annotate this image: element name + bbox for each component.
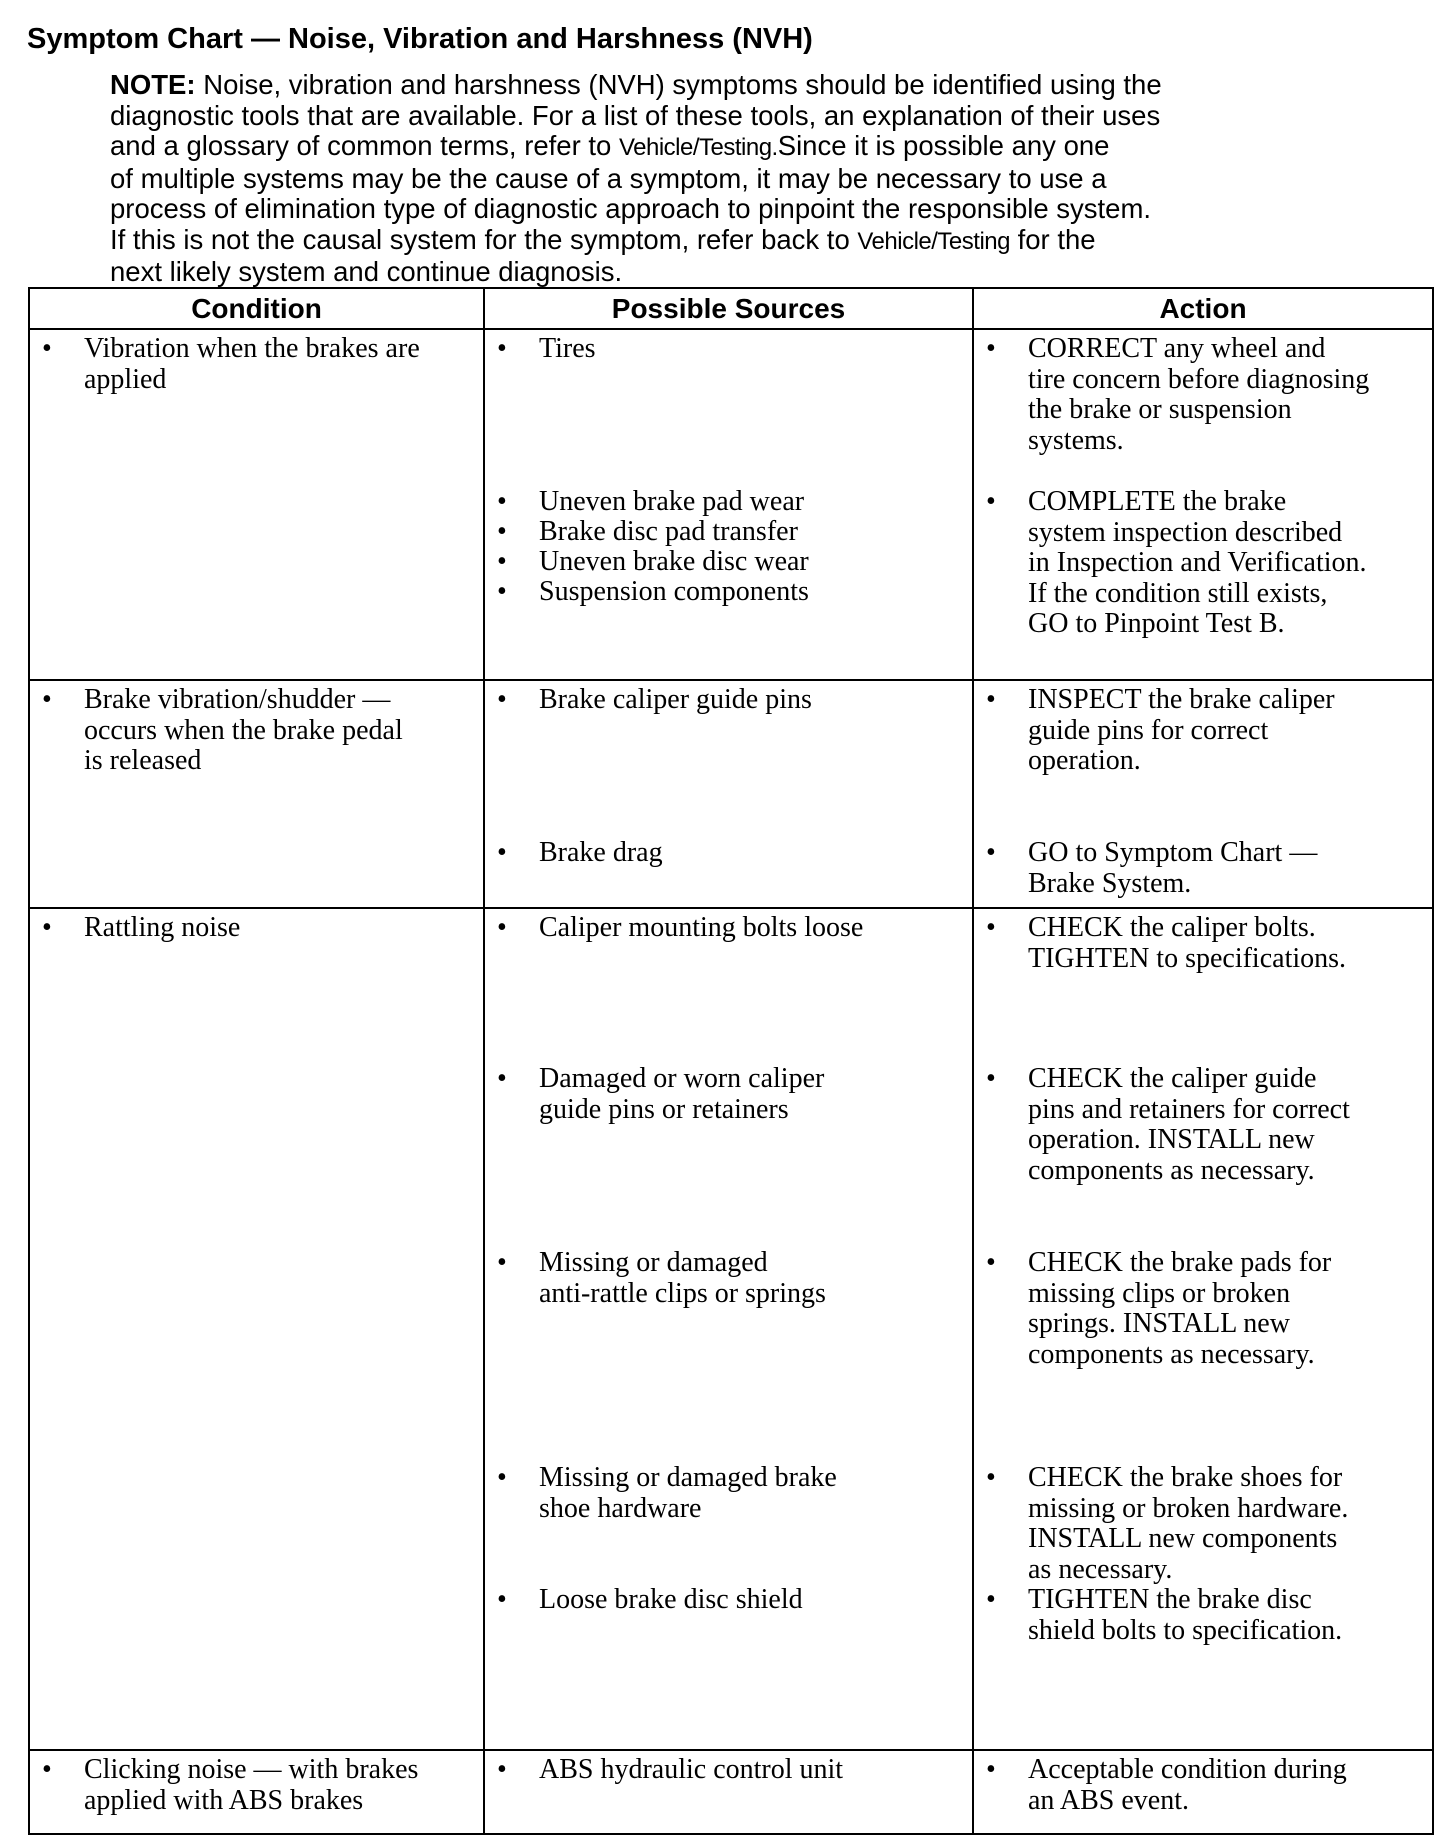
- action-item: [986, 838, 1317, 899]
- bullet-icon: •: [986, 1063, 996, 1094]
- action-cell: [973, 680, 1433, 908]
- condition-cell: [29, 680, 484, 908]
- bullet-icon: •: [497, 516, 507, 547]
- page-title: Symptom Chart — Noise, Vibration and Harshness (NVH): [27, 23, 813, 55]
- bullet-icon: •: [986, 1247, 996, 1278]
- table-row: [29, 680, 1433, 908]
- text-line: Uneven brake disc wear: [539, 546, 809, 577]
- bullet-icon: •: [986, 912, 996, 943]
- text-line: operation. INSTALL new: [1028, 1124, 1315, 1155]
- bullet-icon: •: [42, 684, 52, 715]
- condition-item: [42, 334, 420, 395]
- source-item: [497, 913, 863, 944]
- text-line: components as necessary.: [1028, 1154, 1315, 1186]
- action-item: [986, 1463, 1348, 1585]
- action-item: [986, 1755, 1347, 1816]
- text-line: is released: [84, 745, 202, 776]
- text-line: GO to Pinpoint Test B.: [1028, 608, 1285, 639]
- vehicle-testing-reference[interactable]: Vehicle/Testing: [857, 227, 1010, 255]
- text-line: Acceptable condition during: [1028, 1754, 1347, 1785]
- source-item: [497, 1064, 824, 1125]
- text-line: Tires: [539, 333, 596, 364]
- condition-cell: [29, 1750, 484, 1834]
- text-line: CHECK the caliper bolts.: [1028, 912, 1316, 943]
- action-item: [986, 1248, 1331, 1370]
- bullet-icon: •: [986, 684, 996, 715]
- text-line: applied: [84, 363, 167, 395]
- text-line: guide pins or retainers: [539, 1093, 789, 1125]
- text-line: shield bolts to specification.: [1028, 1614, 1343, 1646]
- text-line: INSPECT the brake caliper: [1028, 684, 1335, 715]
- text-line: Vibration when the brakes are: [84, 333, 420, 364]
- note-line: and a glossary of common terms, refer to Vehicle/Testing.Since it is possible any one: [110, 130, 1110, 161]
- table-row: [29, 908, 1433, 1750]
- text-line: CHECK the brake shoes for: [1028, 1462, 1343, 1493]
- action-cell: [973, 1750, 1433, 1834]
- bullet-icon: •: [497, 684, 507, 715]
- text-line: TIGHTEN to specifications.: [1028, 942, 1347, 974]
- text-line: Loose brake disc shield: [539, 1584, 803, 1615]
- source-item: [497, 838, 663, 869]
- vehicle-testing-reference[interactable]: Vehicle/Testing.: [618, 134, 778, 161]
- text-line: components as necessary.: [1028, 1338, 1315, 1370]
- text-line: the brake or suspension: [1028, 394, 1292, 425]
- text-line: Brake disc pad transfer: [539, 516, 798, 547]
- header-action: Action: [973, 288, 1433, 329]
- text-line: GO to Symptom Chart —: [1028, 837, 1318, 868]
- text-line: INSTALL new components: [1028, 1523, 1338, 1554]
- text-line: operation.: [1028, 745, 1141, 776]
- text-line: missing or broken hardware.: [1028, 1492, 1349, 1524]
- source-item: [497, 577, 809, 608]
- text-line: guide pins for correct: [1028, 714, 1269, 746]
- text-line: COMPLETE the brake: [1028, 486, 1287, 517]
- bullet-icon: •: [986, 333, 996, 364]
- bullet-icon: •: [497, 1462, 507, 1493]
- text-line: Clicking noise — with brakes: [84, 1754, 419, 1785]
- text-line: Missing or damaged: [539, 1247, 768, 1278]
- text-line: Brake caliper guide pins: [539, 684, 812, 715]
- sources-cell: [484, 329, 973, 680]
- source-item: [497, 1755, 843, 1786]
- bullet-icon: •: [986, 486, 996, 517]
- bullet-icon: •: [497, 1247, 507, 1278]
- text-line: CHECK the brake pads for: [1028, 1247, 1332, 1278]
- action-item: [986, 487, 1367, 640]
- text-line: Suspension components: [539, 576, 809, 607]
- text-line: Rattling noise: [84, 912, 241, 943]
- bullet-icon: •: [497, 1754, 507, 1785]
- table-row: [29, 329, 1433, 680]
- text-line: system inspection described: [1028, 516, 1343, 548]
- note-line: If this is not the causal system for the symptom, refer back to Vehicle/Testing for the: [110, 223, 1096, 255]
- source-item: [497, 547, 809, 578]
- text-line: missing clips or broken: [1028, 1277, 1291, 1309]
- source-item: [497, 685, 812, 716]
- note-label: NOTE:: [110, 69, 196, 100]
- text-line: an ABS event.: [1028, 1784, 1189, 1816]
- bullet-icon: •: [497, 546, 507, 577]
- text-line: shoe hardware: [539, 1492, 702, 1524]
- text-line: ABS hydraulic control unit: [539, 1754, 844, 1785]
- symptom-chart-table: [28, 287, 1434, 1835]
- table-row: [29, 1750, 1433, 1834]
- text-line: Brake vibration/shudder —: [84, 684, 391, 715]
- bullet-icon: •: [497, 837, 507, 868]
- bullet-icon: •: [986, 837, 996, 868]
- bullet-icon: •: [497, 576, 507, 607]
- text-line: as necessary.: [1028, 1553, 1173, 1585]
- source-item: [497, 517, 798, 548]
- text-line: Uneven brake pad wear: [539, 486, 805, 517]
- text-line: Missing or damaged brake: [539, 1462, 837, 1493]
- action-cell: [973, 329, 1433, 680]
- source-item: [497, 1585, 803, 1616]
- note-line: NOTE: Noise, vibration and harshness (NVH) symptoms should be identified using the: [110, 69, 1162, 100]
- text-line: Caliper mounting bolts loose: [539, 912, 864, 943]
- condition-item: [42, 913, 240, 944]
- note-line: next likely system and continue diagnosis.: [110, 256, 623, 287]
- bullet-icon: •: [497, 486, 507, 517]
- text-line: Damaged or worn caliper: [539, 1063, 825, 1094]
- bullet-icon: •: [42, 333, 52, 364]
- text-line: If the condition still exists,: [1028, 577, 1328, 609]
- sources-cell: [484, 908, 973, 1750]
- text-line: occurs when the brake pedal: [84, 714, 403, 746]
- text-line: CORRECT any wheel and: [1028, 333, 1326, 364]
- source-item: [497, 1248, 826, 1309]
- text-line: systems.: [1028, 424, 1124, 456]
- text-line: anti-rattle clips or springs: [539, 1277, 826, 1309]
- text-line: in Inspection and Verification.: [1028, 547, 1367, 578]
- note-line: diagnostic tools that are available. For a list of these tools, an explanation of their uses: [110, 99, 1161, 131]
- source-item: [497, 1463, 837, 1524]
- action-item: [986, 685, 1335, 777]
- action-item: [986, 1064, 1350, 1186]
- condition-item: [42, 1755, 418, 1816]
- text-line: Brake System.: [1028, 867, 1192, 899]
- bullet-icon: •: [497, 1063, 507, 1094]
- bullet-icon: •: [42, 1754, 52, 1785]
- text-line: tire concern before diagnosing: [1028, 363, 1370, 395]
- condition-cell: [29, 908, 484, 1750]
- source-item: [497, 487, 804, 518]
- condition-cell: [29, 329, 484, 680]
- bullet-icon: •: [986, 1462, 996, 1493]
- text-line: springs. INSTALL new: [1028, 1308, 1290, 1339]
- text-line: pins and retainers for correct: [1028, 1093, 1350, 1125]
- text-line: CHECK the caliper guide: [1028, 1063, 1317, 1094]
- text-line: applied with ABS brakes: [84, 1784, 364, 1816]
- condition-item: [42, 685, 403, 777]
- note-paragraph: [110, 70, 1440, 288]
- bullet-icon: •: [42, 912, 52, 943]
- action-item: [986, 1585, 1342, 1646]
- sources-cell: [484, 1750, 973, 1834]
- table-header-row: [29, 288, 1433, 329]
- text-line: Brake drag: [539, 837, 663, 868]
- source-item: [497, 334, 596, 365]
- bullet-icon: •: [497, 333, 507, 364]
- action-cell: [973, 908, 1433, 1750]
- note-line: process of elimination type of diagnostic approach to pinpoint the responsible system.: [110, 193, 1152, 224]
- sources-cell: [484, 680, 973, 908]
- bullet-icon: •: [986, 1754, 996, 1785]
- header-condition: Condition: [29, 288, 484, 329]
- action-item: [986, 334, 1369, 456]
- bullet-icon: •: [497, 1584, 507, 1615]
- bullet-icon: •: [986, 1584, 996, 1615]
- bullet-icon: •: [497, 912, 507, 943]
- text-line: TIGHTEN the brake disc: [1028, 1584, 1312, 1615]
- note-line: of multiple systems may be the cause of a symptom, it may be necessary to use a: [110, 162, 1107, 194]
- action-item: [986, 913, 1346, 974]
- header-possible-sources: Possible Sources: [484, 288, 973, 329]
